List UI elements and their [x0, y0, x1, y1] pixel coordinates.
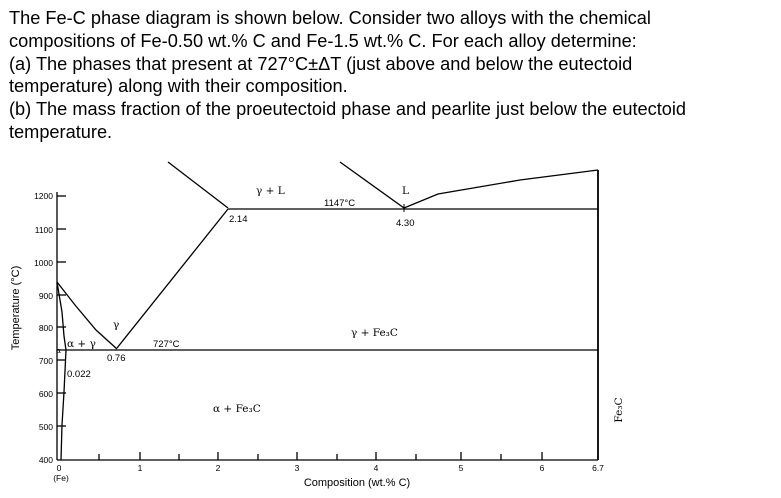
y-label-800: 800 — [38, 323, 53, 333]
region-gamma-liquid: γ + L — [256, 185, 285, 197]
isotherm-1147-label: 1147°C — [324, 198, 356, 209]
point-4.30-label: 4.30 — [396, 218, 415, 229]
x-label-3: 3 — [294, 463, 300, 473]
question-line-5: (b) The mass fraction of the proeutectoid phase and pearlite just below the eutectoid — [9, 99, 687, 120]
x-label-0: 0 — [56, 463, 62, 473]
region-alpha-gamma: α + γ — [67, 338, 96, 350]
y-label-900: 900 — [38, 291, 53, 301]
region-liquid: L — [402, 185, 409, 197]
y-axis-title: Temperature (°C) — [10, 265, 22, 351]
solvus-line — [61, 350, 66, 460]
point-0.022-label: 0.022 — [67, 369, 91, 380]
region-gamma-fe3c: γ + Fe₃C — [351, 327, 398, 339]
question-line-1: The Fe-C phase diagram is shown below. Consider two alloys with the chemical — [9, 8, 651, 28]
question-line-3: (a) The phases that present at 727°C±ΔT (just above and below the eutectoid — [9, 53, 633, 74]
y-label-700: 700 — [38, 356, 53, 366]
x-label-5: 5 — [458, 463, 464, 473]
x-label-6.7: 6.7 — [592, 463, 604, 473]
x-label-fe: (Fe) — [53, 473, 69, 483]
question-line-4: temperature) along with their composition. — [9, 76, 348, 97]
question-line-2: compositions of Fe-0.50 wt.% C and Fe-1.5 wt.% C. For each alloy determine: — [9, 30, 637, 51]
region-alpha-fe3c: α + Fe₃C — [213, 403, 261, 415]
y-label-1000: 1000 — [34, 258, 53, 268]
y-label-1200: 1200 — [34, 191, 53, 201]
liquidus-right — [340, 162, 598, 208]
x-label-6: 6 — [539, 463, 545, 473]
region-alpha: α — [56, 346, 62, 355]
y-label-1100: 1100 — [34, 225, 53, 235]
y-label-400: 400 — [38, 455, 53, 465]
question-line-6: temperature. — [9, 121, 113, 142]
point-2.14-label: 2.14 — [229, 214, 248, 225]
y-label-500: 500 — [38, 422, 53, 432]
x-label-1: 1 — [137, 463, 143, 473]
x-label-2: 2 — [215, 463, 221, 473]
x-label-4: 4 — [373, 463, 379, 473]
isotherm-727-label: 727°C — [153, 339, 180, 350]
x-axis-title: Composition (wt.% C) — [303, 477, 411, 489]
region-gamma: γ — [113, 319, 120, 331]
fe3c-axis-label: Fe₃C — [613, 397, 625, 423]
liquidus-left — [168, 162, 228, 208]
point-0.76-label: 0.76 — [107, 353, 126, 364]
y-label-600: 600 — [38, 389, 53, 399]
acm-line — [117, 209, 228, 348]
